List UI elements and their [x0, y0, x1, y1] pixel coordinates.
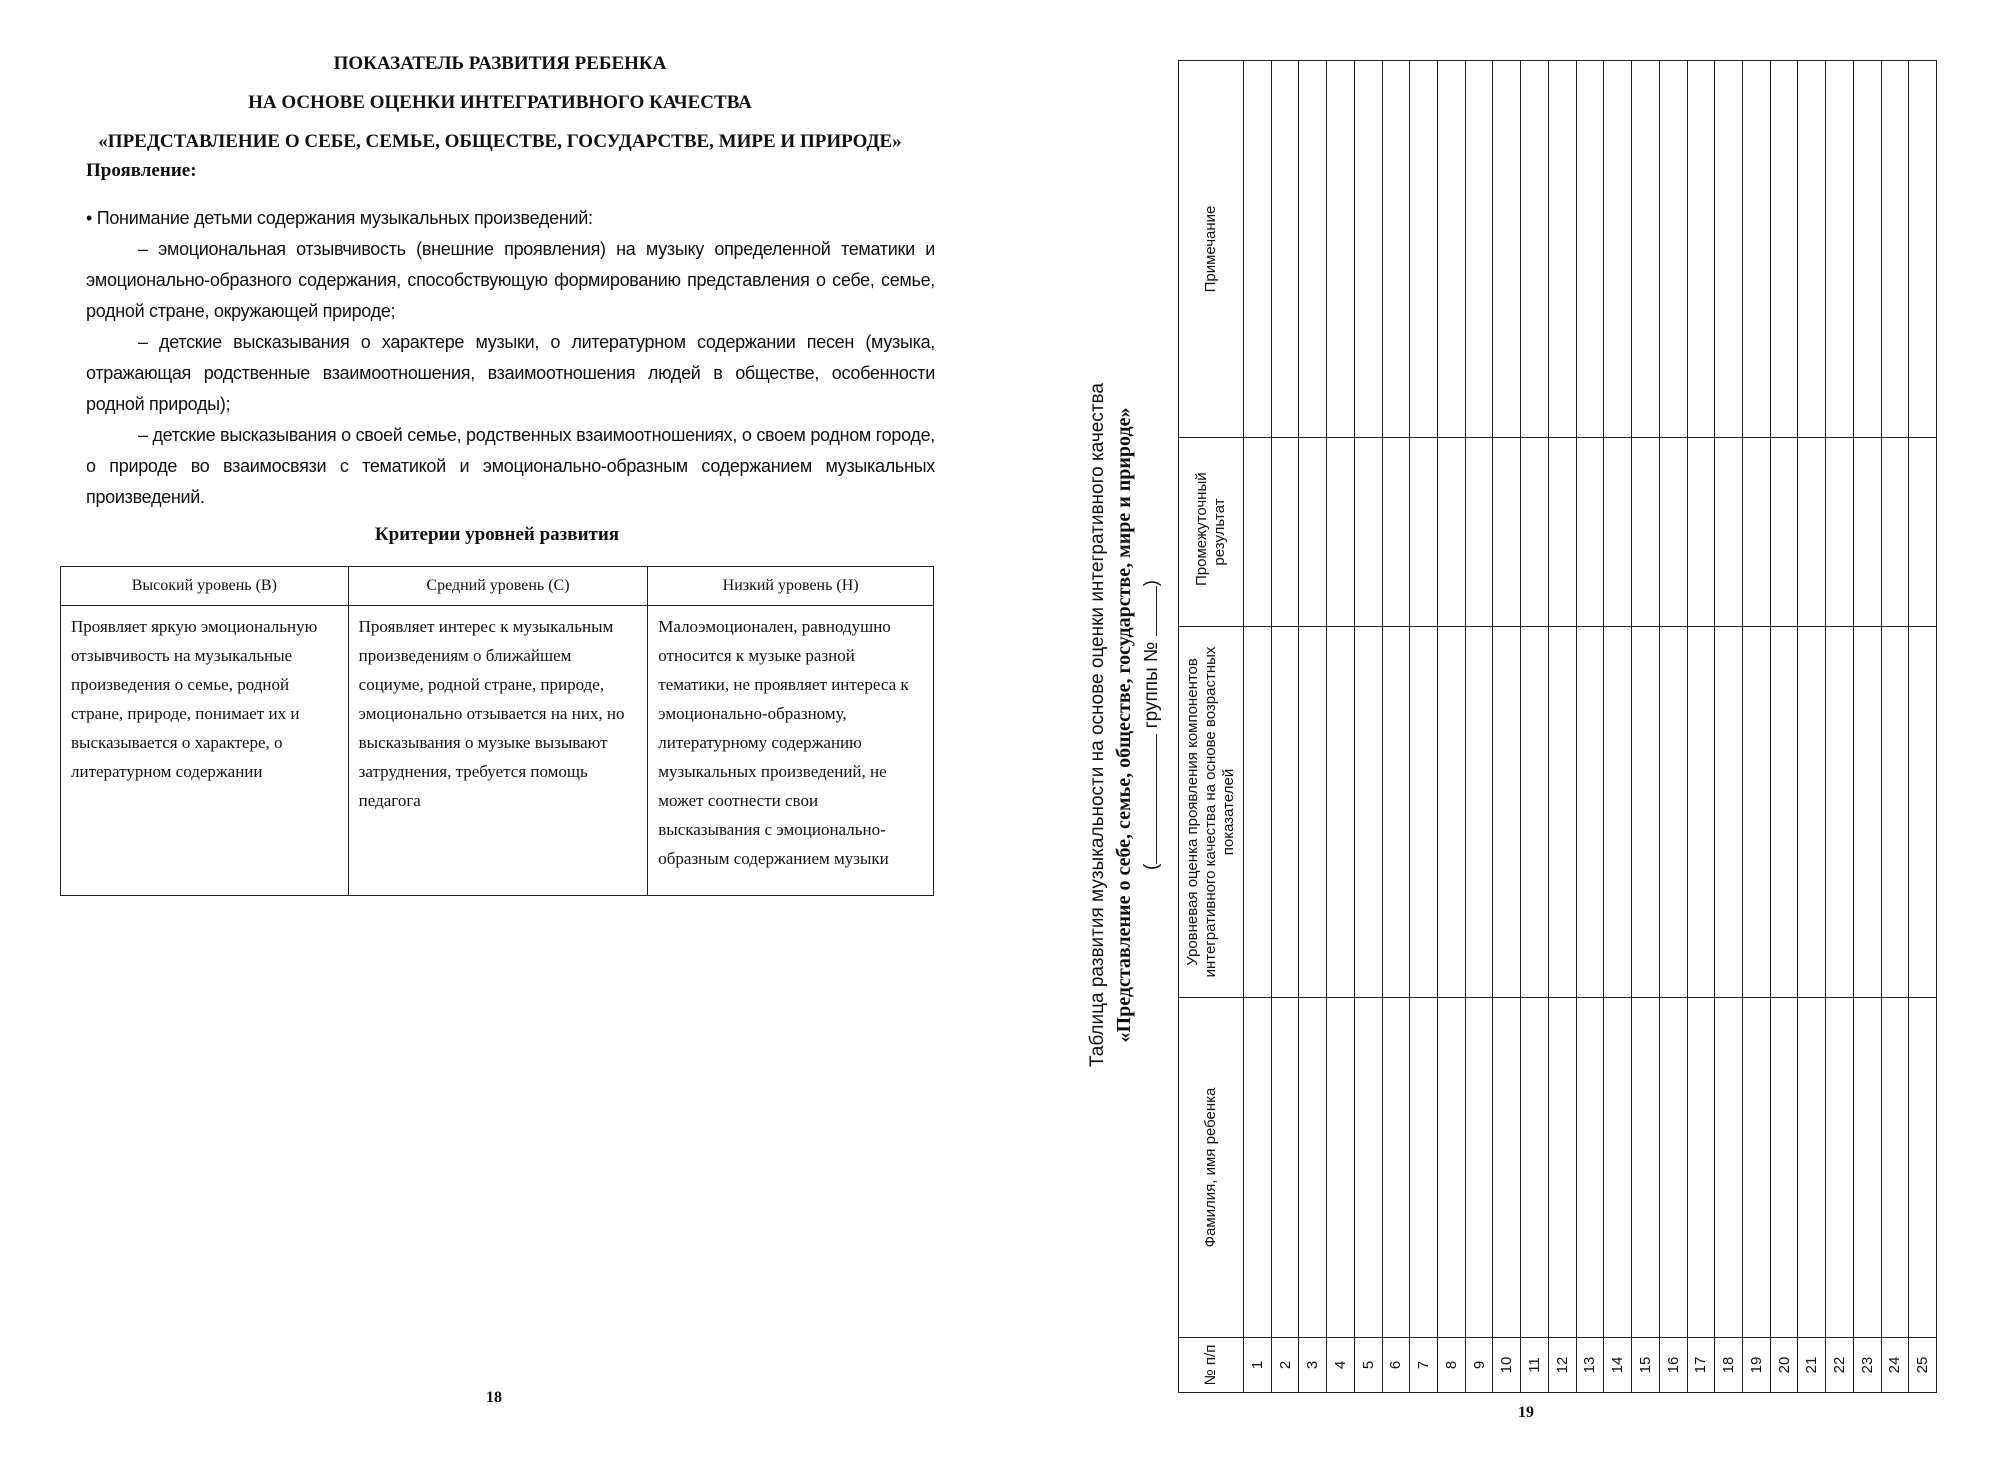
- header-intermediate-result: Промежуточный результат: [1179, 438, 1244, 627]
- level-cell: [1299, 627, 1327, 998]
- criteria-header-row: [61, 567, 934, 606]
- section-heading: Проявление:: [86, 160, 197, 181]
- table-title: [1084, 325, 1168, 1125]
- paragraph: – детские высказывания о своей семье, родственных взаимоотношениях, о своем родном городе, о природе во взаимосвязи с тематикой и эмоционально-образным содержанием музыкальных произведений.: [86, 425, 935, 507]
- intermediate-cell: [1271, 438, 1299, 627]
- table-row: [1715, 61, 1743, 1393]
- row-number: 23: [1853, 1338, 1881, 1393]
- criteria-table: [60, 566, 934, 896]
- intermediate-cell: [1438, 438, 1466, 627]
- level-cell: [1410, 627, 1438, 998]
- row-number: 18: [1715, 1338, 1743, 1393]
- level-cell: [1271, 627, 1299, 998]
- table-row: [1244, 61, 1272, 1393]
- name-cell: [1493, 998, 1521, 1338]
- criteria-body-row: [61, 606, 934, 896]
- note-cell: [1271, 61, 1299, 438]
- level-cell: [1798, 627, 1826, 998]
- header-number: № п/п: [1179, 1338, 1244, 1393]
- note-cell: [1327, 61, 1355, 438]
- intermediate-cell: [1881, 438, 1909, 627]
- row-number: 15: [1632, 1338, 1660, 1393]
- intermediate-cell: [1327, 438, 1355, 627]
- intermediate-cell: [1826, 438, 1854, 627]
- intermediate-cell: [1548, 438, 1576, 627]
- row-number: 17: [1687, 1338, 1715, 1393]
- table-row: [1687, 61, 1715, 1393]
- level-cell: [1548, 627, 1576, 998]
- intermediate-cell: [1853, 438, 1881, 627]
- note-cell: [1604, 61, 1632, 438]
- intermediate-cell: [1410, 438, 1438, 627]
- cell-high: Проявляет яркую эмоциональную отзывчивость на музыкальные произведения о семье, родной стране, природе, понимает их и высказывается о характере, о литературном содержании: [61, 606, 349, 896]
- name-cell: [1410, 998, 1438, 1338]
- table-row: [1271, 61, 1299, 1393]
- intermediate-cell: [1742, 438, 1770, 627]
- header-medium: Средний уровень (С): [348, 567, 648, 606]
- name-cell: [1770, 998, 1798, 1338]
- table-row: [1604, 61, 1632, 1393]
- table-row: [1659, 61, 1687, 1393]
- intermediate-cell: [1465, 438, 1493, 627]
- level-cell: [1770, 627, 1798, 998]
- table-row: [1826, 61, 1854, 1393]
- row-number: 2: [1271, 1338, 1299, 1393]
- note-cell: [1521, 61, 1549, 438]
- header-low: Низкий уровень (Н): [648, 567, 934, 606]
- document-title: [40, 44, 960, 161]
- intermediate-cell: [1354, 438, 1382, 627]
- name-cell: [1465, 998, 1493, 1338]
- note-cell: [1438, 61, 1466, 438]
- name-cell: [1576, 998, 1604, 1338]
- intermediate-cell: [1493, 438, 1521, 627]
- level-cell: [1715, 627, 1743, 998]
- row-number: 25: [1909, 1338, 1937, 1393]
- paragraph: – детские высказывания о характере музыки, о литературном содержании песен (музыка, отражающая родственные взаимоотношения, взаимоотношения людей в обществе, особенности родной природы);: [86, 332, 935, 414]
- paragraph: – эмоциональная отзывчивость (внешние проявления) на музыку определенной тематики и эмоционально-образного содержания, способствующую формированию представления о себе, семье, родной стране, окружающей природе;: [86, 239, 935, 321]
- level-cell: [1881, 627, 1909, 998]
- name-cell: [1853, 998, 1881, 1338]
- level-cell: [1493, 627, 1521, 998]
- group-label: группы №: [1141, 641, 1162, 729]
- level-cell: [1354, 627, 1382, 998]
- row-number: 21: [1798, 1338, 1826, 1393]
- row-number: 14: [1604, 1338, 1632, 1393]
- header-name: Фамилия, имя ребенка: [1179, 998, 1244, 1338]
- header-high: Высокий уровень (В): [61, 567, 349, 606]
- paren-open: (: [1141, 863, 1162, 870]
- intermediate-cell: [1521, 438, 1549, 627]
- note-cell: [1715, 61, 1743, 438]
- name-cell: [1271, 998, 1299, 1338]
- table-row: [1438, 61, 1466, 1393]
- row-number: 22: [1826, 1338, 1854, 1393]
- name-cell: [1715, 998, 1743, 1338]
- name-cell: [1632, 998, 1660, 1338]
- note-cell: [1770, 61, 1798, 438]
- name-cell: [1299, 998, 1327, 1338]
- intermediate-cell: [1798, 438, 1826, 627]
- title-line: НА ОСНОВЕ ОЦЕНКИ ИНТЕГРАТИВНОГО КАЧЕСТВА: [248, 92, 752, 113]
- note-cell: [1826, 61, 1854, 438]
- note-cell: [1909, 61, 1937, 438]
- level-cell: [1604, 627, 1632, 998]
- intermediate-cell: [1576, 438, 1604, 627]
- table-row: [1548, 61, 1576, 1393]
- table-row: [1521, 61, 1549, 1393]
- row-number: 9: [1465, 1338, 1493, 1393]
- table-row: [1410, 61, 1438, 1393]
- table-row: [1770, 61, 1798, 1393]
- name-cell: [1881, 998, 1909, 1338]
- table-row: [1742, 61, 1770, 1393]
- level-cell: [1521, 627, 1549, 998]
- header-level-assessment: Уровневая оценка проявления компонентов интегративного качества на основе возрастных показателей: [1179, 627, 1244, 998]
- table-row: [1382, 61, 1410, 1393]
- table-row: [1909, 61, 1937, 1393]
- row-number: 3: [1299, 1338, 1327, 1393]
- row-number: 6: [1382, 1338, 1410, 1393]
- intermediate-cell: [1632, 438, 1660, 627]
- name-cell: [1382, 998, 1410, 1338]
- row-number: 16: [1659, 1338, 1687, 1393]
- name-cell: [1354, 998, 1382, 1338]
- intermediate-cell: [1659, 438, 1687, 627]
- table-row: [1881, 61, 1909, 1393]
- note-cell: [1410, 61, 1438, 438]
- name-cell: [1521, 998, 1549, 1338]
- row-number: 19: [1742, 1338, 1770, 1393]
- blank-line: [1138, 586, 1157, 636]
- name-cell: [1742, 998, 1770, 1338]
- table-row: [1327, 61, 1355, 1393]
- cell-low: Малоэмоционален, равнодушно относится к музыке разной тематики, не проявляет интереса к эмоционально-образному, литературному содержанию музыкальных произведений, не может соотнести свои высказывания с эмоционально-образным содержанием музыки: [648, 606, 934, 896]
- row-number: 10: [1493, 1338, 1521, 1393]
- level-cell: [1327, 627, 1355, 998]
- name-cell: [1798, 998, 1826, 1338]
- title-line: ПОКАЗАТЕЛЬ РАЗВИТИЯ РЕБЕНКА: [333, 53, 667, 74]
- table-row: [1798, 61, 1826, 1393]
- header-note: Примечание: [1179, 61, 1244, 438]
- row-number: 1: [1244, 1338, 1272, 1393]
- name-cell: [1327, 998, 1355, 1338]
- intermediate-cell: [1770, 438, 1798, 627]
- blank-line: [1138, 734, 1157, 864]
- paren-close: ): [1141, 580, 1162, 587]
- note-cell: [1493, 61, 1521, 438]
- level-cell: [1742, 627, 1770, 998]
- name-cell: [1604, 998, 1632, 1338]
- level-cell: [1382, 627, 1410, 998]
- table-row: [1465, 61, 1493, 1393]
- music-development-table: [1178, 60, 1937, 1393]
- note-cell: [1632, 61, 1660, 438]
- name-cell: [1826, 998, 1854, 1338]
- bullet-paragraph: • Понимание детьми содержания музыкальных произведений:: [86, 208, 593, 228]
- page-number: 18: [486, 1389, 502, 1406]
- name-cell: [1244, 998, 1272, 1338]
- level-cell: [1632, 627, 1660, 998]
- name-cell: [1687, 998, 1715, 1338]
- note-cell: [1742, 61, 1770, 438]
- level-cell: [1687, 627, 1715, 998]
- intermediate-cell: [1604, 438, 1632, 627]
- table-row: [1853, 61, 1881, 1393]
- level-cell: [1465, 627, 1493, 998]
- table-row: [1576, 61, 1604, 1393]
- title-line: Таблица развития музыкальности на основе оценки интегративного качества: [1087, 383, 1108, 1067]
- note-cell: [1798, 61, 1826, 438]
- note-cell: [1244, 61, 1272, 438]
- note-cell: [1687, 61, 1715, 438]
- level-cell: [1244, 627, 1272, 998]
- level-cell: [1659, 627, 1687, 998]
- intermediate-cell: [1299, 438, 1327, 627]
- name-cell: [1548, 998, 1576, 1338]
- name-cell: [1909, 998, 1937, 1338]
- level-cell: [1576, 627, 1604, 998]
- note-cell: [1465, 61, 1493, 438]
- note-cell: [1354, 61, 1382, 438]
- group-line: [1138, 325, 1165, 1125]
- intermediate-cell: [1382, 438, 1410, 627]
- row-number: 5: [1354, 1338, 1382, 1393]
- row-number: 7: [1410, 1338, 1438, 1393]
- table-row: [1299, 61, 1327, 1393]
- row-number: 8: [1438, 1338, 1466, 1393]
- row-number: 20: [1770, 1338, 1798, 1393]
- note-cell: [1382, 61, 1410, 438]
- note-cell: [1659, 61, 1687, 438]
- note-cell: [1576, 61, 1604, 438]
- level-cell: [1909, 627, 1937, 998]
- intermediate-cell: [1909, 438, 1937, 627]
- name-cell: [1438, 998, 1466, 1338]
- title-line: «Представление о себе, семье, обществе, государстве, мире и природе»: [1113, 407, 1135, 1043]
- cell-medium: Проявляет интерес к музыкальным произведениям о ближайшем социуме, родной стране, природе, эмоционально отзывается на них, но высказывания о музыке вызывают затруднения, требуется помощь педагога: [348, 606, 648, 896]
- note-cell: [1548, 61, 1576, 438]
- level-cell: [1853, 627, 1881, 998]
- note-cell: [1853, 61, 1881, 438]
- table-header-row: [1179, 61, 1244, 1393]
- level-cell: [1438, 627, 1466, 998]
- table-row: [1354, 61, 1382, 1393]
- name-cell: [1659, 998, 1687, 1338]
- note-cell: [1881, 61, 1909, 438]
- intermediate-cell: [1715, 438, 1743, 627]
- row-number: 13: [1576, 1338, 1604, 1393]
- intermediate-cell: [1244, 438, 1272, 627]
- table-row: [1632, 61, 1660, 1393]
- body-text: [86, 203, 935, 513]
- criteria-title: Критерии уровней развития: [374, 524, 620, 545]
- intermediate-cell: [1687, 438, 1715, 627]
- row-number: 4: [1327, 1338, 1355, 1393]
- row-number: 24: [1881, 1338, 1909, 1393]
- row-number: 11: [1521, 1338, 1549, 1393]
- title-line: «ПРЕДСТАВЛЕНИЕ О СЕБЕ, СЕМЬЕ, ОБЩЕСТВЕ, ГОСУДАРСТВЕ, МИРЕ И ПРИРОДЕ»: [98, 131, 902, 152]
- note-cell: [1299, 61, 1327, 438]
- row-number: 12: [1548, 1338, 1576, 1393]
- music-development-table-wrap: [1178, 61, 1937, 1393]
- table-row: [1493, 61, 1521, 1393]
- level-cell: [1826, 627, 1854, 998]
- page-number: 19: [1518, 1404, 1534, 1421]
